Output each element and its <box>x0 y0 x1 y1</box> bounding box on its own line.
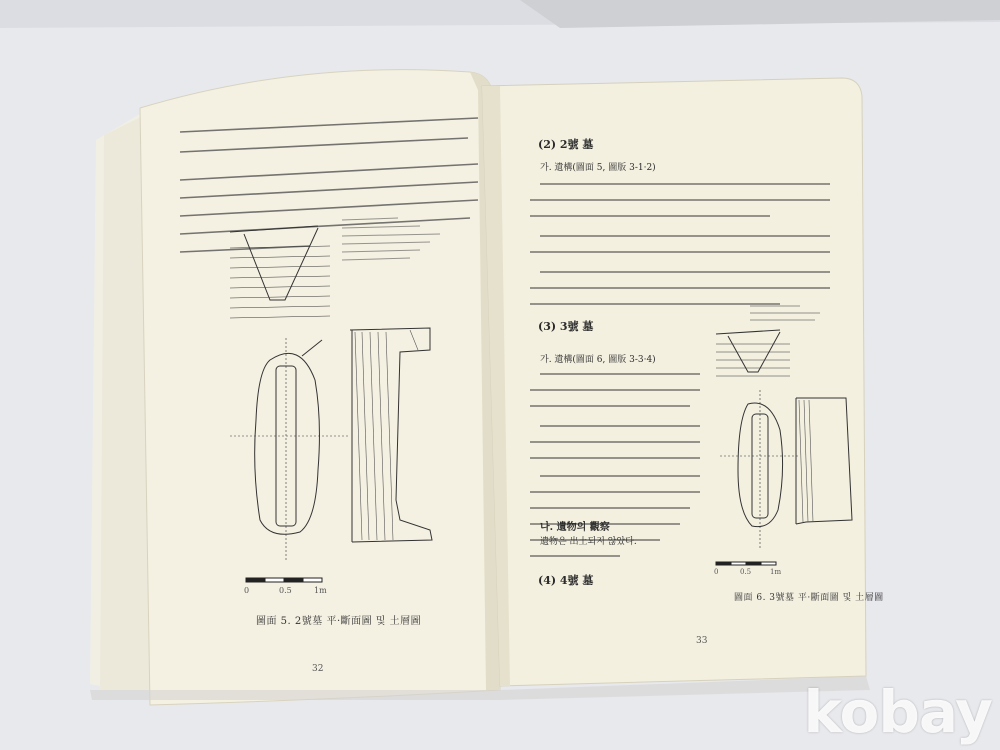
right-scale-bar <box>716 562 776 565</box>
left-page <box>140 70 500 705</box>
left-scale-label-end: 1m <box>314 586 327 595</box>
right-scale-label-mid: 0.5 <box>740 568 752 576</box>
tomb2-subheading: 가. 遺構(圖面 5, 圖版 3-1·2) <box>540 163 656 173</box>
right-figure-caption: 圖面 6. 3號墓 平·斷面圖 및 土層圖 <box>734 593 884 603</box>
left-scale-label-0: 0 <box>244 586 250 595</box>
left-page-number: 32 <box>312 664 324 674</box>
tomb3-subheading: 가. 遺構(圖面 6, 圖版 3-3·4) <box>540 355 656 365</box>
tomb4-heading: (4) 4號 墓 <box>538 574 594 587</box>
relics-text: 遺物은 出土되지 않았다. <box>540 537 637 547</box>
tomb2-heading: (2) 2號 墓 <box>538 138 594 151</box>
left-scale-label-mid: 0.5 <box>279 586 292 595</box>
left-scale-bar <box>246 578 322 582</box>
relics-heading: 나. 遺物의 觀察 <box>540 522 610 533</box>
tomb3-heading: (3) 3號 墓 <box>538 320 594 333</box>
right-scale-label-0: 0 <box>714 568 719 576</box>
right-page-number: 33 <box>696 636 708 646</box>
right-scale-label-end: 1m <box>770 568 782 576</box>
left-figure-caption: 圖面 5. 2號墓 平·斷面圖 및 土層圖 <box>256 616 422 627</box>
kobay-watermark: kobay <box>803 678 992 746</box>
